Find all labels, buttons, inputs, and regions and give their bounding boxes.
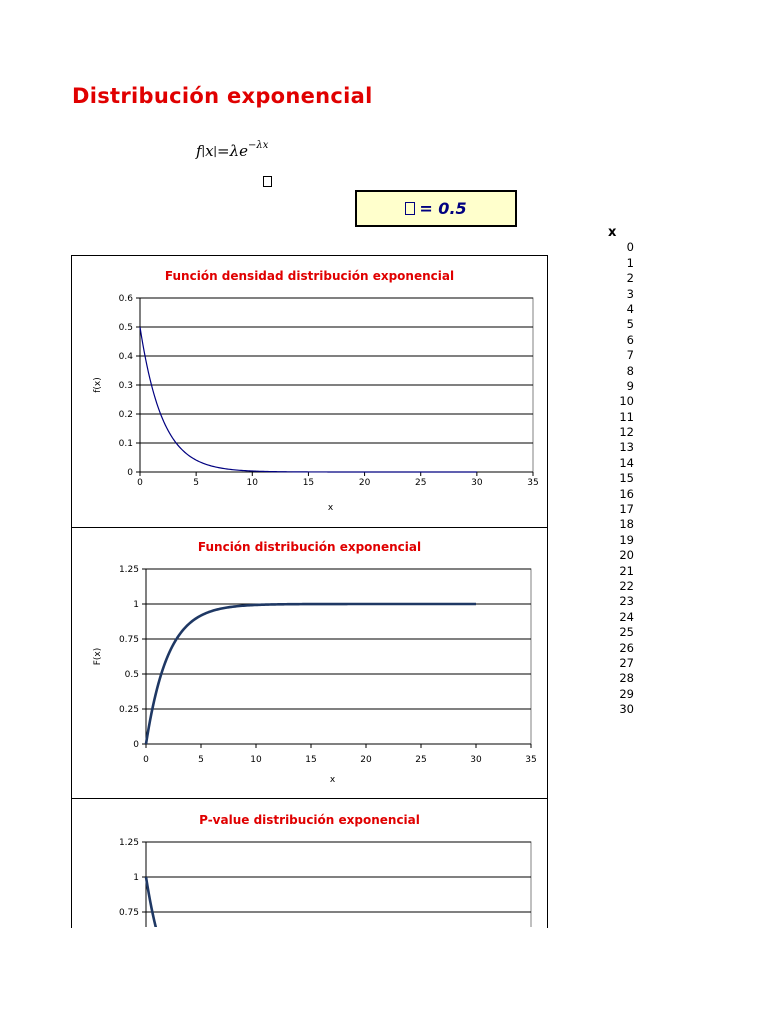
x-tick-label: 35: [525, 755, 537, 765]
x-tick-label: 30: [471, 478, 483, 488]
x-tick-label: 30: [470, 755, 482, 765]
x-tick-label: 25: [415, 755, 427, 765]
cdf-chart-svg: [72, 528, 547, 798]
missing-glyph-icon: [405, 202, 415, 215]
x-value-10: 10: [619, 394, 634, 409]
y-tick-label: 1: [133, 600, 139, 610]
x-value-0: 0: [626, 240, 634, 255]
x-values-list: [608, 240, 634, 717]
x-value-27: 27: [619, 655, 634, 670]
y-tick-label: 0.75: [118, 635, 139, 645]
formula-paren-open: ∣: [201, 145, 206, 159]
formula-lhs: f: [196, 142, 202, 160]
formula-rhs: =λe: [217, 142, 248, 160]
x-value-16: 16: [619, 486, 634, 501]
y-tick-label: 0.1: [118, 439, 133, 449]
formula-exponent: −λx: [247, 140, 269, 151]
x-value-28: 28: [619, 671, 634, 686]
chart-title: P-value distribución exponencial: [199, 813, 420, 827]
y-tick-label: 0.5: [124, 670, 139, 680]
plot-area-frame: [146, 569, 531, 744]
pvalue-chart: [71, 798, 548, 928]
x-value-14: 14: [619, 455, 634, 470]
x-tick-label: 15: [302, 478, 315, 488]
y-tick-label: 1: [133, 873, 139, 883]
lambda-label: = 0.5: [419, 199, 467, 218]
x-column-header: x: [608, 225, 617, 240]
plot-area-frame: [146, 842, 531, 927]
chart-title: Función densidad distribución exponencial: [164, 269, 455, 283]
y-tick-label: 0.5: [118, 323, 133, 333]
x-tick-label: 5: [198, 755, 204, 765]
x-value-22: 22: [619, 578, 634, 593]
x-value-9: 9: [626, 378, 634, 393]
x-value-1: 1: [626, 255, 634, 270]
y-axis-label: F(x): [93, 647, 103, 666]
x-value-7: 7: [626, 348, 634, 363]
x-tick-label: 5: [193, 478, 200, 488]
y-tick-label: 0.2: [118, 410, 133, 420]
x-value-20: 20: [619, 548, 634, 563]
density-chart-svg: [72, 256, 547, 527]
formula-arg: x: [205, 142, 214, 160]
x-value-11: 11: [619, 409, 634, 424]
y-axis-label: f(x): [93, 377, 103, 393]
cdf-chart: [71, 527, 548, 799]
x-value-4: 4: [626, 301, 634, 316]
pvalue-chart-svg: [72, 799, 547, 927]
y-tick-label: 0.6: [118, 294, 133, 304]
x-tick-label: 0: [137, 478, 143, 488]
chart-title: Función distribución exponencial: [197, 540, 422, 554]
x-value-25: 25: [619, 625, 634, 640]
x-value-29: 29: [619, 686, 634, 701]
x-tick-label: 35: [527, 478, 539, 488]
series-line-p-value: [146, 877, 476, 927]
x-tick-label: 10: [250, 755, 262, 765]
x-value-6: 6: [626, 332, 634, 347]
x-value-12: 12: [619, 425, 634, 440]
x-value-18: 18: [619, 517, 634, 532]
x-value-19: 19: [619, 532, 634, 547]
x-value-17: 17: [619, 502, 634, 517]
x-value-23: 23: [619, 594, 634, 609]
x-axis-label: x: [329, 775, 336, 785]
x-tick-label: 20: [358, 478, 371, 488]
x-value-24: 24: [619, 609, 634, 624]
x-value-13: 13: [619, 440, 634, 455]
x-value-26: 26: [619, 640, 634, 655]
y-tick-label: 0.4: [118, 352, 133, 362]
x-tick-label: 10: [246, 478, 259, 488]
missing-glyph-icon: [263, 176, 272, 187]
y-tick-label: 0.3: [118, 381, 133, 391]
x-values-column: [608, 225, 634, 718]
y-tick-label: 1.25: [118, 838, 139, 848]
x-value-21: 21: [619, 563, 634, 578]
x-tick-label: 0: [143, 755, 149, 765]
x-axis-label: x: [327, 503, 334, 513]
y-tick-label: 0: [133, 740, 139, 750]
lambda-parameter-box: [355, 190, 517, 227]
page-title: Distribución exponencial: [72, 84, 373, 108]
x-tick-label: 25: [414, 478, 427, 488]
x-tick-label: 20: [360, 755, 372, 765]
x-value-15: 15: [619, 471, 634, 486]
y-tick-label: 0.75: [118, 908, 139, 918]
formula-paren-close: ∣: [213, 145, 218, 159]
series-line-f-x-: [140, 327, 477, 472]
density-chart: [71, 255, 548, 528]
x-tick-label: 15: [305, 755, 317, 765]
x-value-2: 2: [626, 271, 634, 286]
formula: [196, 142, 268, 160]
x-value-30: 30: [619, 702, 634, 717]
x-value-5: 5: [626, 317, 634, 332]
y-tick-label: 0.25: [118, 705, 139, 715]
x-value-8: 8: [626, 363, 634, 378]
x-value-3: 3: [626, 286, 634, 301]
y-tick-label: 1.25: [118, 565, 139, 575]
y-tick-label: 0: [127, 468, 133, 478]
